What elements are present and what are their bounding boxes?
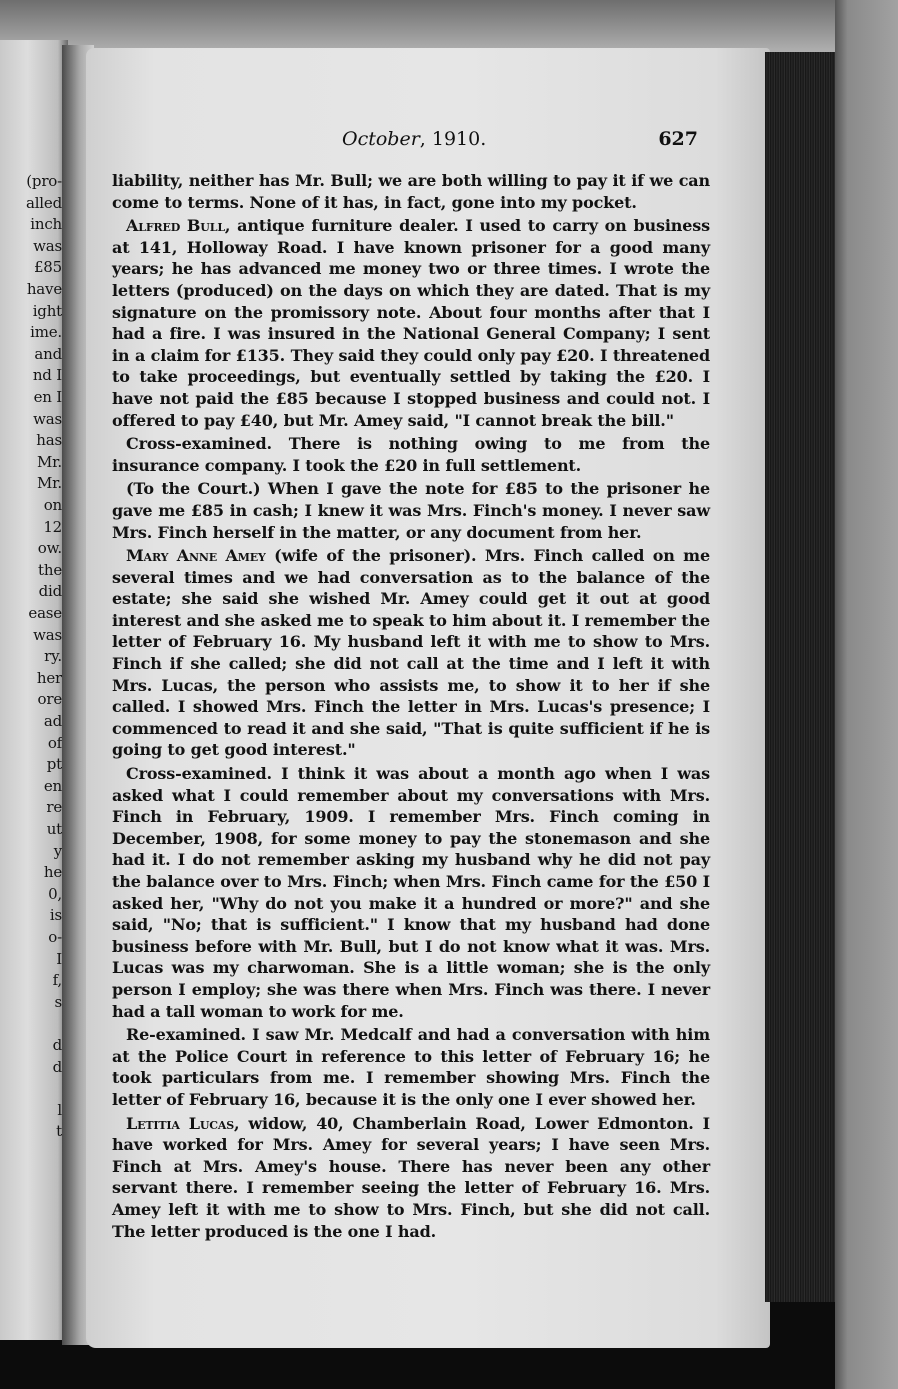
left-page-fragment: did	[38, 582, 62, 601]
left-page-fragment: ease	[28, 604, 62, 622]
left-page-fragment: en	[43, 776, 62, 795]
left-page-fragment: on	[43, 496, 62, 514]
paragraph	[112, 1113, 710, 1243]
left-page-fragment: nd I	[32, 366, 62, 385]
left-page-fragment: inch	[30, 215, 62, 234]
witness-name: Mary Anne Amey	[126, 546, 266, 566]
paragraph-text: widow, 40, Chamberlain Road, Lower Edmonton. I have worked for Mrs. Amey for several years; I have seen Mrs. Finch at Mrs. Amey's house. There has never been any other servant there. I remember seeing the letter of February 16. Mrs. Amey left it with me to show to Mrs. Finch, but she did not call. The letter produced is the one I had.	[112, 1113, 710, 1241]
left-page-fragment: o-	[48, 928, 62, 946]
left-page-fragment: t	[56, 1122, 62, 1141]
page-stack-edges	[765, 52, 837, 1302]
left-page-fragment: the	[38, 560, 62, 579]
left-page-fragment: ight	[32, 301, 62, 320]
left-page-fragment: was	[33, 409, 62, 428]
left-page-fragment: and	[34, 344, 62, 363]
page-body-text	[112, 170, 710, 1244]
paragraph	[112, 433, 710, 476]
left-page-fragment: alled	[25, 193, 62, 212]
left-page-fragment: ore	[37, 690, 62, 709]
left-page-fragment: was	[33, 236, 62, 255]
left-page-fragment: £85	[33, 258, 62, 277]
left-page-fragment: I	[56, 949, 62, 968]
left-page-fragment: en I	[33, 388, 62, 406]
left-page-fragment: l	[57, 1100, 62, 1119]
left-page-fragment: her	[36, 668, 62, 687]
paragraph-text: antique furniture dealer. I used to carry on business at 141, Holloway Road. I have known prisoner for a good many years; he has advanced me money two or three times. I wrote the letters (produced) on the days on which they are dated. That is my signature on the promissory note. About four months after that I had a fire. I was insured in the National General Company; I sent in a claim for £135. They said they could only pay £20. I threatened to take proceedings, but eventually settled by taking the £20. I have not paid the £85 because I stopped business and could not. I offered to pay £40, but Mr. Amey said, "I cannot break the bill."	[112, 216, 710, 430]
left-page-fragment: s	[54, 992, 62, 1011]
paragraph	[112, 215, 710, 431]
paragraph-text: Cross-examined. There is nothing owing to me from the insurance company. I took the £20 in full settlement.	[112, 434, 710, 475]
header-month: October	[342, 128, 420, 150]
page-number: 627	[658, 128, 698, 150]
left-page-fragment: ut	[46, 820, 62, 838]
paragraph	[112, 1024, 710, 1110]
left-page-fragment: 0,	[48, 884, 62, 903]
paragraph	[112, 478, 710, 543]
left-page-fragment: Mr.	[36, 452, 62, 471]
running-title: October, 1910.	[342, 128, 487, 150]
left-page-fragment: have	[26, 280, 62, 298]
paragraph-text: liability, neither has Mr. Bull; we are both willing to pay it if we can come to terms. None of it has, in fact, gone into my pocket.	[112, 171, 710, 212]
paragraph	[112, 763, 710, 1022]
left-page-fragment: ime.	[30, 323, 62, 342]
left-page-fragment: 12	[43, 517, 62, 536]
paragraph	[112, 170, 710, 213]
header-year: 1910.	[431, 128, 487, 150]
left-page-fragment: (pro-	[26, 172, 62, 190]
left-page-fragment: ow.	[37, 539, 62, 558]
left-page-fragment: f,	[52, 971, 62, 990]
paragraph-text: Re-examined. I saw Mr. Medcalf and had a conversation with him at the Police Court in reference to this letter of February 16; he took particulars from me. I remember showing Mrs. Finch the letter of February 16, because it is the only one I ever showed her.	[112, 1025, 710, 1109]
paragraph-text: Cross-examined. I think it was about a month ago when I was asked what I could remember about my conversations with Mrs. Finch in February, 1909. I remember Mrs. Finch coming in December, 1908, for some money to pay the stonemason and she had it. I do not remember asking my husband why he did not pay the balance over to Mrs. Finch; when Mrs. Finch came for the £50 I asked her, "Why do not you make it a hundred or more?" and she said, "No; that is sufficient." I know that my husband had done business before with Mr. Bull, but I do not know what it was. Mrs. Lucas was my charwoman. She is a little woman; she is the only person I employ; she was there when Mrs. Finch was there. I never had a tall woman to work for me.	[112, 764, 710, 1021]
left-page-fragment: ry.	[44, 647, 62, 666]
left-page-fragment: of	[47, 733, 62, 752]
left-page-fragment: pt	[46, 755, 62, 774]
left-page-fragment: is	[49, 906, 62, 925]
paragraph-text: (To the Court.) When I gave the note for £85 to the prisoner he gave me £85 in cash; I knew it was Mrs. Finch's money. I never saw Mrs. Finch herself in the matter, or any document from her.	[112, 479, 710, 542]
left-page-fragment: re	[46, 798, 62, 817]
witness-name: Alfred Bull,	[126, 216, 231, 236]
left-page-fragment: has	[36, 431, 62, 450]
right-background-strip	[835, 0, 898, 1389]
left-page-fragment: y	[53, 841, 62, 860]
left-page-fragment: ad	[43, 712, 62, 730]
left-page-fragment: was	[33, 625, 62, 644]
left-page-edge	[0, 40, 68, 1340]
paragraph	[112, 545, 710, 761]
left-page-fragment: Mr.	[36, 474, 62, 493]
left-page-fragment: d	[52, 1057, 62, 1076]
witness-name: Letitia Lucas,	[126, 1113, 240, 1133]
left-page-fragment: he	[43, 863, 62, 882]
paragraph-text: (wife of the prisoner). Mrs. Finch called on me several times and we had conversation as to the balance of the estate; she said she wished Mr. Amey could get it out at good interest and she asked me to speak to him about it. I remember the letter of February 16. My husband left it with me to show to Mrs. Finch if she called; she did not call at the time and I left it with Mrs. Lucas, the person who assists me, to show it to her if she called. I showed Mrs. Finch the letter in Mrs. Lucas's presence; I commenced to read it and she said, "That is quite sufficient if he is going to get good interest."	[112, 546, 710, 760]
left-page-fragment: d	[52, 1036, 62, 1054]
running-header	[110, 128, 710, 152]
